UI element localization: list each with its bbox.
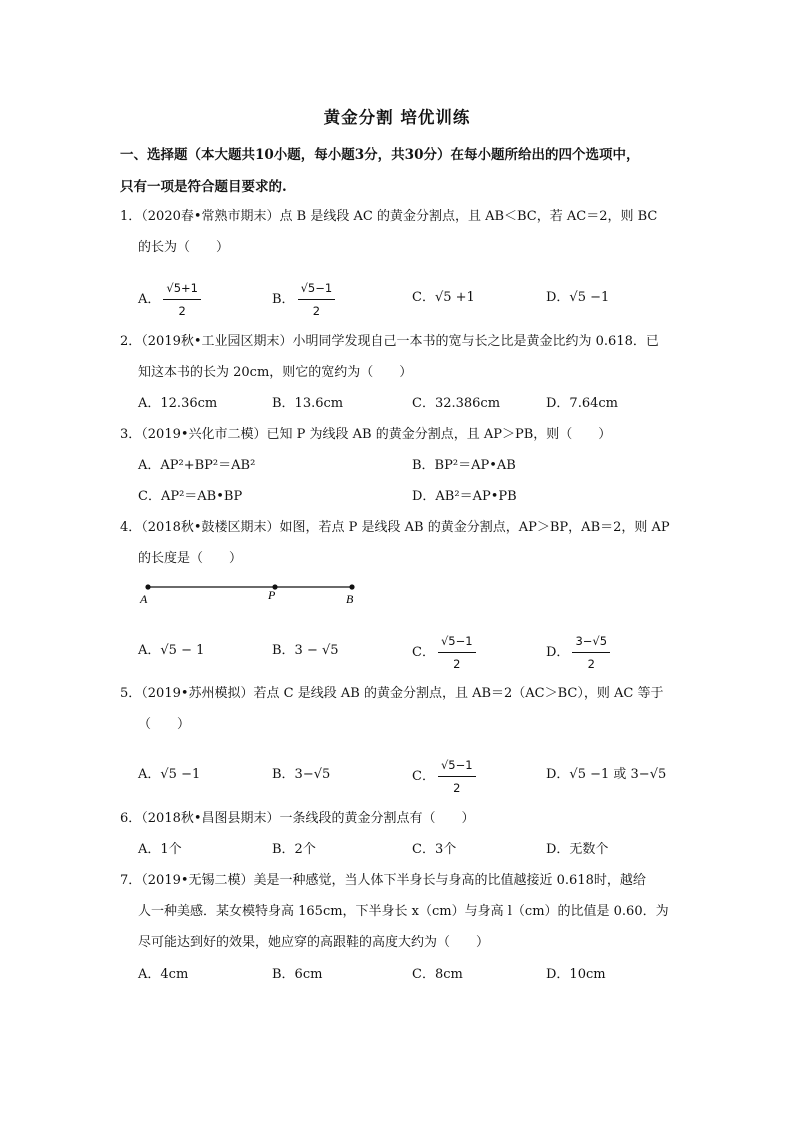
option-d: D．√5 −1 [546,290,610,305]
label-b: B [346,592,354,606]
question-stem-continued: 的长度是（ ） [138,551,243,566]
point-a [145,584,150,589]
option-b: B．3−√5 [272,767,331,782]
option-b [272,279,335,320]
question-stem-continued: （ ） [138,717,191,732]
fraction [438,632,476,673]
fraction-denominator: 2 [453,781,461,795]
question-stem: 3．（2019•兴化市二模）已知 P 为线段 AB 的黄金分割点，且 AP＞PB，则（ ） [120,427,612,442]
option-a: A．√5 − 1 [138,643,205,658]
fraction [163,279,201,320]
fraction [572,632,610,673]
option-c: C．8cm [412,967,463,982]
option-c [412,756,476,797]
fraction [298,279,336,320]
fraction [438,756,476,797]
option-b: B．2个 [272,842,316,857]
option-a: A．√5 −1 [138,767,201,782]
option-a: A．4cm [138,967,189,982]
fraction-numerator: 3−√5 [572,632,610,653]
option-label: A． [138,292,161,307]
option-d: D．无数个 [546,842,609,857]
fraction-denominator: 2 [178,304,186,318]
label-p: P [268,588,276,602]
fraction-numerator: √5−1 [298,279,336,300]
option-label: C． [412,645,435,660]
option-c: C．32.386cm [412,396,501,411]
option-label: D． [546,645,570,660]
fraction-numerator: √5−1 [438,756,476,777]
option-d [546,632,610,673]
question-stem-continued: 人一种美感．某女模特身高 165cm，下半身长 x（cm）与身高 l（cm）的比值是 0.60．为 [138,904,669,919]
option-b: B．6cm [272,967,323,982]
fraction-denominator: 2 [312,304,321,318]
option-label: B． [272,292,295,307]
option-b: B．3 − √5 [272,643,339,658]
question-stem: 7．（2019•无锡二模）美是一种感觉，当人体下半身长与身高的比值越接近 0.618时，越给 [120,873,646,888]
fraction-numerator: √5+1 [163,279,201,300]
section-heading-line-2: 只有一项是符合题目要求的. [120,179,287,195]
question-stem: 4．（2018秋•鼓楼区期末）如图，若点 P 是线段 AB 的黄金分割点，AP＞BP，AB＝2，则 AP [120,520,670,535]
option-d: D．√5 −1 或 3−√5 [546,767,667,782]
option-c [412,632,476,673]
segment-diagram [138,578,368,608]
section-heading-line-1: 一、选择题（本大题共10小题，每小题3分，共30分）在每小题所给出的四个选项中， [120,147,640,163]
question-stem-continued: 的长为（ ） [138,240,230,255]
question-stem: 6．（2018秋•昌图县期末）一条线段的黄金分割点有（ ） [120,811,475,826]
option-a: A．1个 [138,842,182,857]
question-stem-continued: 尽可能达到好的效果，她应穿的高跟鞋的高度大约为（ ） [138,935,490,950]
option-c: C．√5 +1 [412,290,475,305]
page-title: 黄金分割 培优训练 [323,108,471,127]
option-b: B．13.6cm [272,396,344,411]
question-stem: 2．（2019秋•工业园区期末）小明同学发现自己一本书的宽与长之比是黄金比约为 0.618．已 [120,334,659,349]
option-d: D．AB²＝AP•PB [412,489,517,504]
option-label: C． [412,769,435,784]
fraction-denominator: 2 [587,657,595,671]
question-stem: 5．（2019•苏州模拟）若点 C 是线段 AB 的黄金分割点，且 AB＝2（AC＞BC），则 AC 等于 [120,686,664,701]
option-d: D．10cm [546,967,606,982]
label-a: A [140,592,148,606]
option-b: B．BP²＝AP•AB [412,458,516,473]
fraction-denominator: 2 [453,657,461,671]
option-a: A．AP²+BP²＝AB² [138,458,256,473]
option-d: D．7.64cm [546,396,618,411]
fraction-numerator: √5−1 [438,632,476,653]
question-stem-continued: 知这本书的长为 20cm，则它的宽约为（ ） [138,365,413,380]
option-c: C．3个 [412,842,457,857]
option-a: A．12.36cm [138,396,218,411]
option-c: C．AP²＝AB•BP [138,489,243,504]
point-b [349,584,354,589]
option-a [138,279,201,320]
question-stem: 1．（2020春•常熟市期末）点 B 是线段 AC 的黄金分割点，且 AB＜BC，若 AC＝2，则 BC [120,209,658,224]
